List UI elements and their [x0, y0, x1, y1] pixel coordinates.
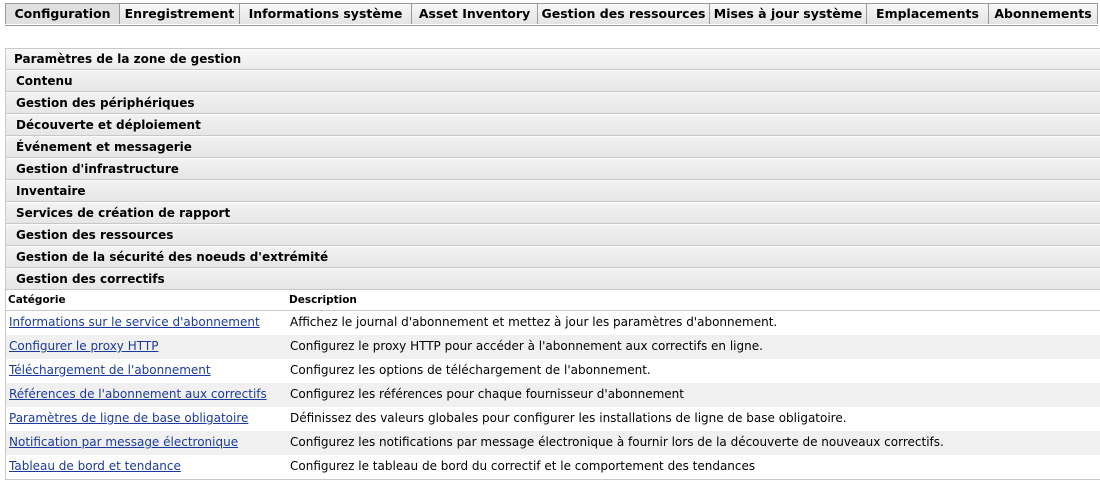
tab-asset-inventory[interactable] [412, 3, 538, 24]
row-description: Configurez les références pour chaque fournisseur d'abonnement [290, 387, 684, 401]
patch-settings-table [6, 311, 1100, 480]
section-services-de-creation-de-rapport[interactable]: Services de création de rapport [6, 202, 1100, 224]
table-row [6, 311, 1100, 335]
tab-label: Enregistrement [124, 6, 235, 21]
management-zone-settings-panel [5, 48, 1100, 480]
table-row [6, 431, 1100, 455]
section-gestion-des-correctifs[interactable]: Gestion des correctifs [6, 268, 1100, 290]
row-description: Configurez le proxy HTTP pour accéder à l'abonnement aux correctifs en ligne. [290, 339, 763, 353]
table-row [6, 407, 1100, 431]
tab-emplacements[interactable] [867, 3, 989, 24]
tab-label: Emplacements [876, 6, 979, 21]
section-gestion-d-infrastructure[interactable]: Gestion d'infrastructure [6, 158, 1100, 180]
tab-label: Gestion des ressources [541, 6, 706, 21]
category-link[interactable]: Configurer le proxy HTTP [9, 339, 159, 353]
section-gestion-des-peripheriques[interactable]: Gestion des périphériques [6, 92, 1100, 114]
tab-label: Mises à jour système [713, 6, 863, 21]
category-link[interactable]: Paramètres de ligne de base obligatoire [9, 411, 249, 425]
category-link[interactable]: Téléchargement de l'abonnement [9, 363, 211, 377]
tab-bar [5, 3, 1098, 26]
table-row [6, 455, 1100, 479]
row-description: Configurez les options de téléchargement de l'abonnement. [290, 363, 651, 377]
tab-label: Informations système [248, 6, 403, 21]
tab-configuration[interactable] [5, 3, 120, 24]
category-link[interactable]: Tableau de bord et tendance [9, 459, 181, 473]
tab-label: Abonnements [994, 6, 1092, 21]
column-header-category: Catégorie [8, 294, 66, 306]
column-header-description: Description [289, 294, 357, 306]
tab-mises-a-jour-systeme[interactable] [710, 3, 867, 24]
tab-enregistrement[interactable] [120, 3, 240, 24]
category-link[interactable]: Informations sur le service d'abonnement [9, 315, 260, 329]
table-row [6, 359, 1100, 383]
section-contenu[interactable]: Contenu [6, 70, 1100, 92]
tab-label: Configuration [14, 6, 111, 21]
section-gestion-des-ressources[interactable]: Gestion des ressources [6, 224, 1100, 246]
section-gestion-de-la-securite[interactable]: Gestion de la sécurité des noeuds d'extrémité [6, 246, 1100, 268]
row-description: Affichez le journal d'abonnement et mettez à jour les paramètres d'abonnement. [290, 315, 778, 329]
table-row [6, 335, 1100, 359]
tab-label: Asset Inventory [418, 6, 531, 21]
panel-title: Paramètres de la zone de gestion [6, 49, 1100, 70]
tab-informations-systeme[interactable] [240, 3, 412, 24]
category-link[interactable]: Notification par message électronique [9, 435, 239, 449]
section-evenement-et-messagerie[interactable]: Événement et messagerie [6, 136, 1100, 158]
table-row [6, 383, 1100, 407]
table-header [6, 290, 1100, 311]
row-description: Définissez des valeurs globales pour configurer les installations de ligne de base obligatoire. [290, 411, 847, 425]
tab-abonnements[interactable] [989, 3, 1098, 24]
tab-gestion-des-ressources[interactable] [538, 3, 710, 24]
category-link[interactable]: Références de l'abonnement aux correctifs [9, 387, 267, 401]
row-description: Configurez le tableau de bord du correctif et le comportement des tendances [290, 459, 756, 473]
section-inventaire[interactable]: Inventaire [6, 180, 1100, 202]
row-description: Configurez les notifications par message électronique à fournir lors de la découverte de nouveaux correctifs. [290, 435, 944, 449]
section-decouverte-et-deploiement[interactable]: Découverte et déploiement [6, 114, 1100, 136]
